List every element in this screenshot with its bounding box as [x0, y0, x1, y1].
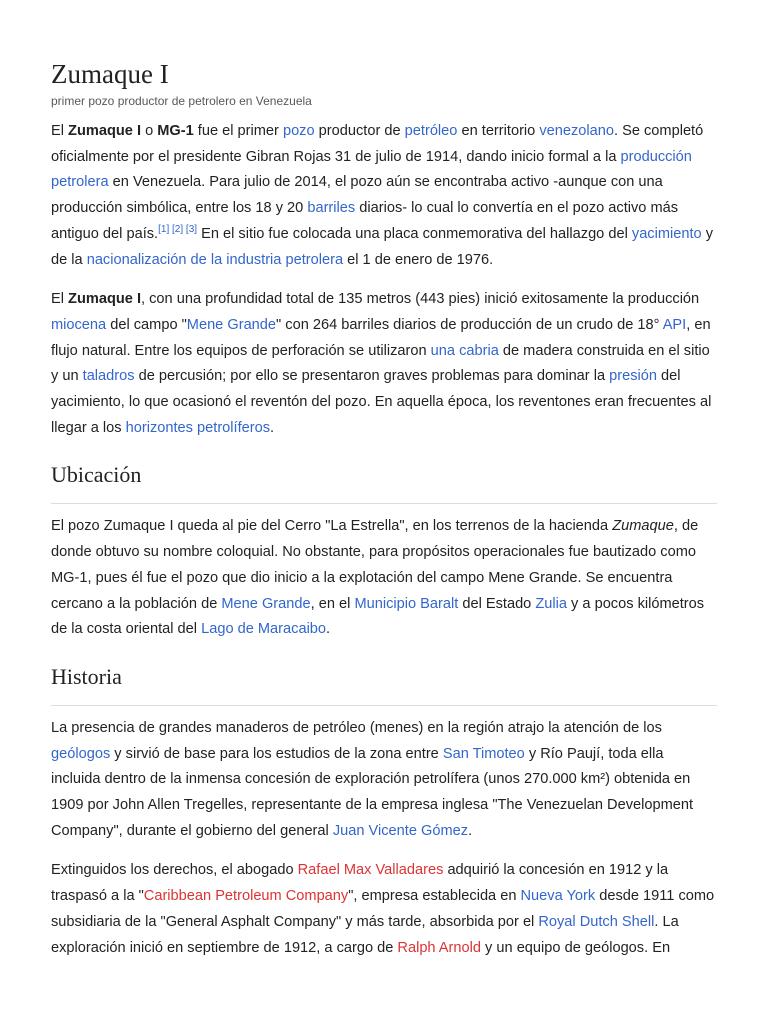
italic-term: Zumaque: [612, 518, 674, 535]
link-petroleo[interactable]: petróleo: [404, 123, 458, 139]
bold-term: Zumaque I: [68, 123, 142, 139]
ubicacion-paragraph: El pozo Zumaque I queda al pie del Cerro "La Estrella", en los terrenos de la hacienda Zumaque, de donde obtuvo su nombre coloquial. No obstante, para propósitos operacionales fue bautizado como MG-1, pues él fue el pozo que dio inicio a la explotación del campo Mene Grande. Se encuentra cercano a la población de Mene Grande, en el Municipio Baralt del Estado Zulia y a pocos kilómetros de la costa oriental del Lago de Maracaibo.: [51, 518, 705, 638]
reference-link[interactable]: [2]: [172, 223, 184, 235]
link-nacionalizacion[interactable]: nacionalización de la industria petrolera: [86, 251, 344, 268]
link-lago-maracaibo[interactable]: Lago de Maracaibo: [201, 621, 327, 638]
link-taladros[interactable]: taladros: [82, 368, 135, 385]
link-geologos[interactable]: geólogos: [51, 745, 111, 762]
production-paragraph: El Zumaque I, con una profundidad total de 135 metros (443 pies) inició exitosamente la producción miocena del campo "Mene Grande" con 264 barriles diarios de producción de un crudo de 18° API, en flujo natural. Entre los equipos de perforación se utilizaron una cabria de madera construida en el sitio y un taladros de percusión; por ello se presentaron graves problemas para dominar la presión del yacimiento, lo que ocasionó el reventón del pozo. En aquella época, los reventones eran frecuentes al llegar a los horizontes petrolíferos.: [51, 291, 712, 436]
link-yacimiento[interactable]: yacimiento: [631, 225, 702, 242]
link-miocena[interactable]: miocena: [51, 316, 107, 333]
link-juan-vicente-gomez[interactable]: Juan Vicente Gómez: [332, 822, 469, 839]
link-horizontes-petroliferos[interactable]: horizontes petrolíferos: [125, 419, 271, 436]
historia-paragraph-1: La presencia de grandes manaderos de petróleo (menes) en la región atrajo la atención de los geólogos y sirvió de base para los estudios de la zona entre San Timoteo y Río Paují, toda ella incluida dentro de la inmensa concesión de exploración petrolífera (unos 270.000 km²) obtenida en 1909 por John Allen Tregelles, representante de la empresa inglesa "The Venezuelan Development Company", durante el gobierno del general Juan Vicente Gómez.: [51, 719, 694, 839]
link-zulia[interactable]: Zulia: [535, 595, 567, 612]
link-cabria[interactable]: una cabria: [430, 342, 499, 359]
reference-link[interactable]: [1]: [158, 223, 170, 235]
link-mene-grande[interactable]: Mene Grande: [186, 316, 277, 333]
link-produccion-petrolera[interactable]: producción petrolera: [51, 148, 692, 191]
reference-link[interactable]: [3]: [185, 223, 198, 235]
historia-paragraph-2: Extinguidos los derechos, el abogado Rafael Max Valladares adquirió la concesión en 1912 y la traspasó a la "Caribbean Petroleum Company", empresa establecida en Nueva York desde 1911 como subsidiaria de la "General Asphalt Company" y más tarde, absorbida por el Royal Dutch Shell. La exploración inició en septiembre de 1912, a cargo de Ralph Arnold y un equipo de geólogos. En: [51, 862, 715, 956]
link-api[interactable]: API: [662, 316, 687, 333]
section-heading-historia: Historia: [51, 643, 717, 706]
section-heading-ubicacion: Ubicación: [51, 441, 717, 504]
redlink-ralph-arnold[interactable]: Ralph Arnold: [397, 939, 481, 956]
link-nueva-york[interactable]: Nueva York: [520, 888, 596, 905]
link-venezolano[interactable]: venezolano: [539, 123, 614, 139]
page-subtitle: primer pozo productor de petrolero en Venezuela: [51, 94, 312, 108]
bold-term: MG-1: [157, 123, 194, 139]
intro-paragraph: El Zumaque I o MG-1 fue el primer pozo productor de petróleo en territorio venezolano. Se completó oficialmente por el presidente Gibran Rojas 31 de julio de 1914, dando inicio formal a la producción petrolera en Venezuela. Para julio de 2014, el pozo aún se encontraba activo -aunque con una producción simbólica, entre los 18 y 20 barriles diarios- lo cual lo convertía en el pozo activo más antiguo del país.[1] [2] [3] En el sitio fue colocada una placa conmemorativa del hallazgo del yacimiento y de la nacionalización de la industria petrolera el 1 de enero de 1976.: [51, 123, 714, 268]
page-title: Zumaque I: [51, 59, 169, 89]
redlink-caribbean-petroleum[interactable]: Caribbean Petroleum Company: [143, 888, 349, 905]
link-barriles[interactable]: barriles: [307, 200, 356, 217]
redlink-rafael-max-valladares[interactable]: Rafael Max Valladares: [297, 862, 444, 879]
link-pozo[interactable]: pozo: [282, 123, 315, 139]
link-royal-dutch-shell[interactable]: Royal Dutch Shell: [538, 913, 655, 930]
link-mene-grande[interactable]: Mene Grande: [221, 595, 311, 612]
link-municipio-baralt[interactable]: Municipio Baralt: [354, 595, 459, 612]
bold-term: Zumaque I: [68, 291, 142, 308]
link-san-timoteo[interactable]: San Timoteo: [442, 745, 525, 762]
link-presion[interactable]: presión: [609, 368, 657, 385]
